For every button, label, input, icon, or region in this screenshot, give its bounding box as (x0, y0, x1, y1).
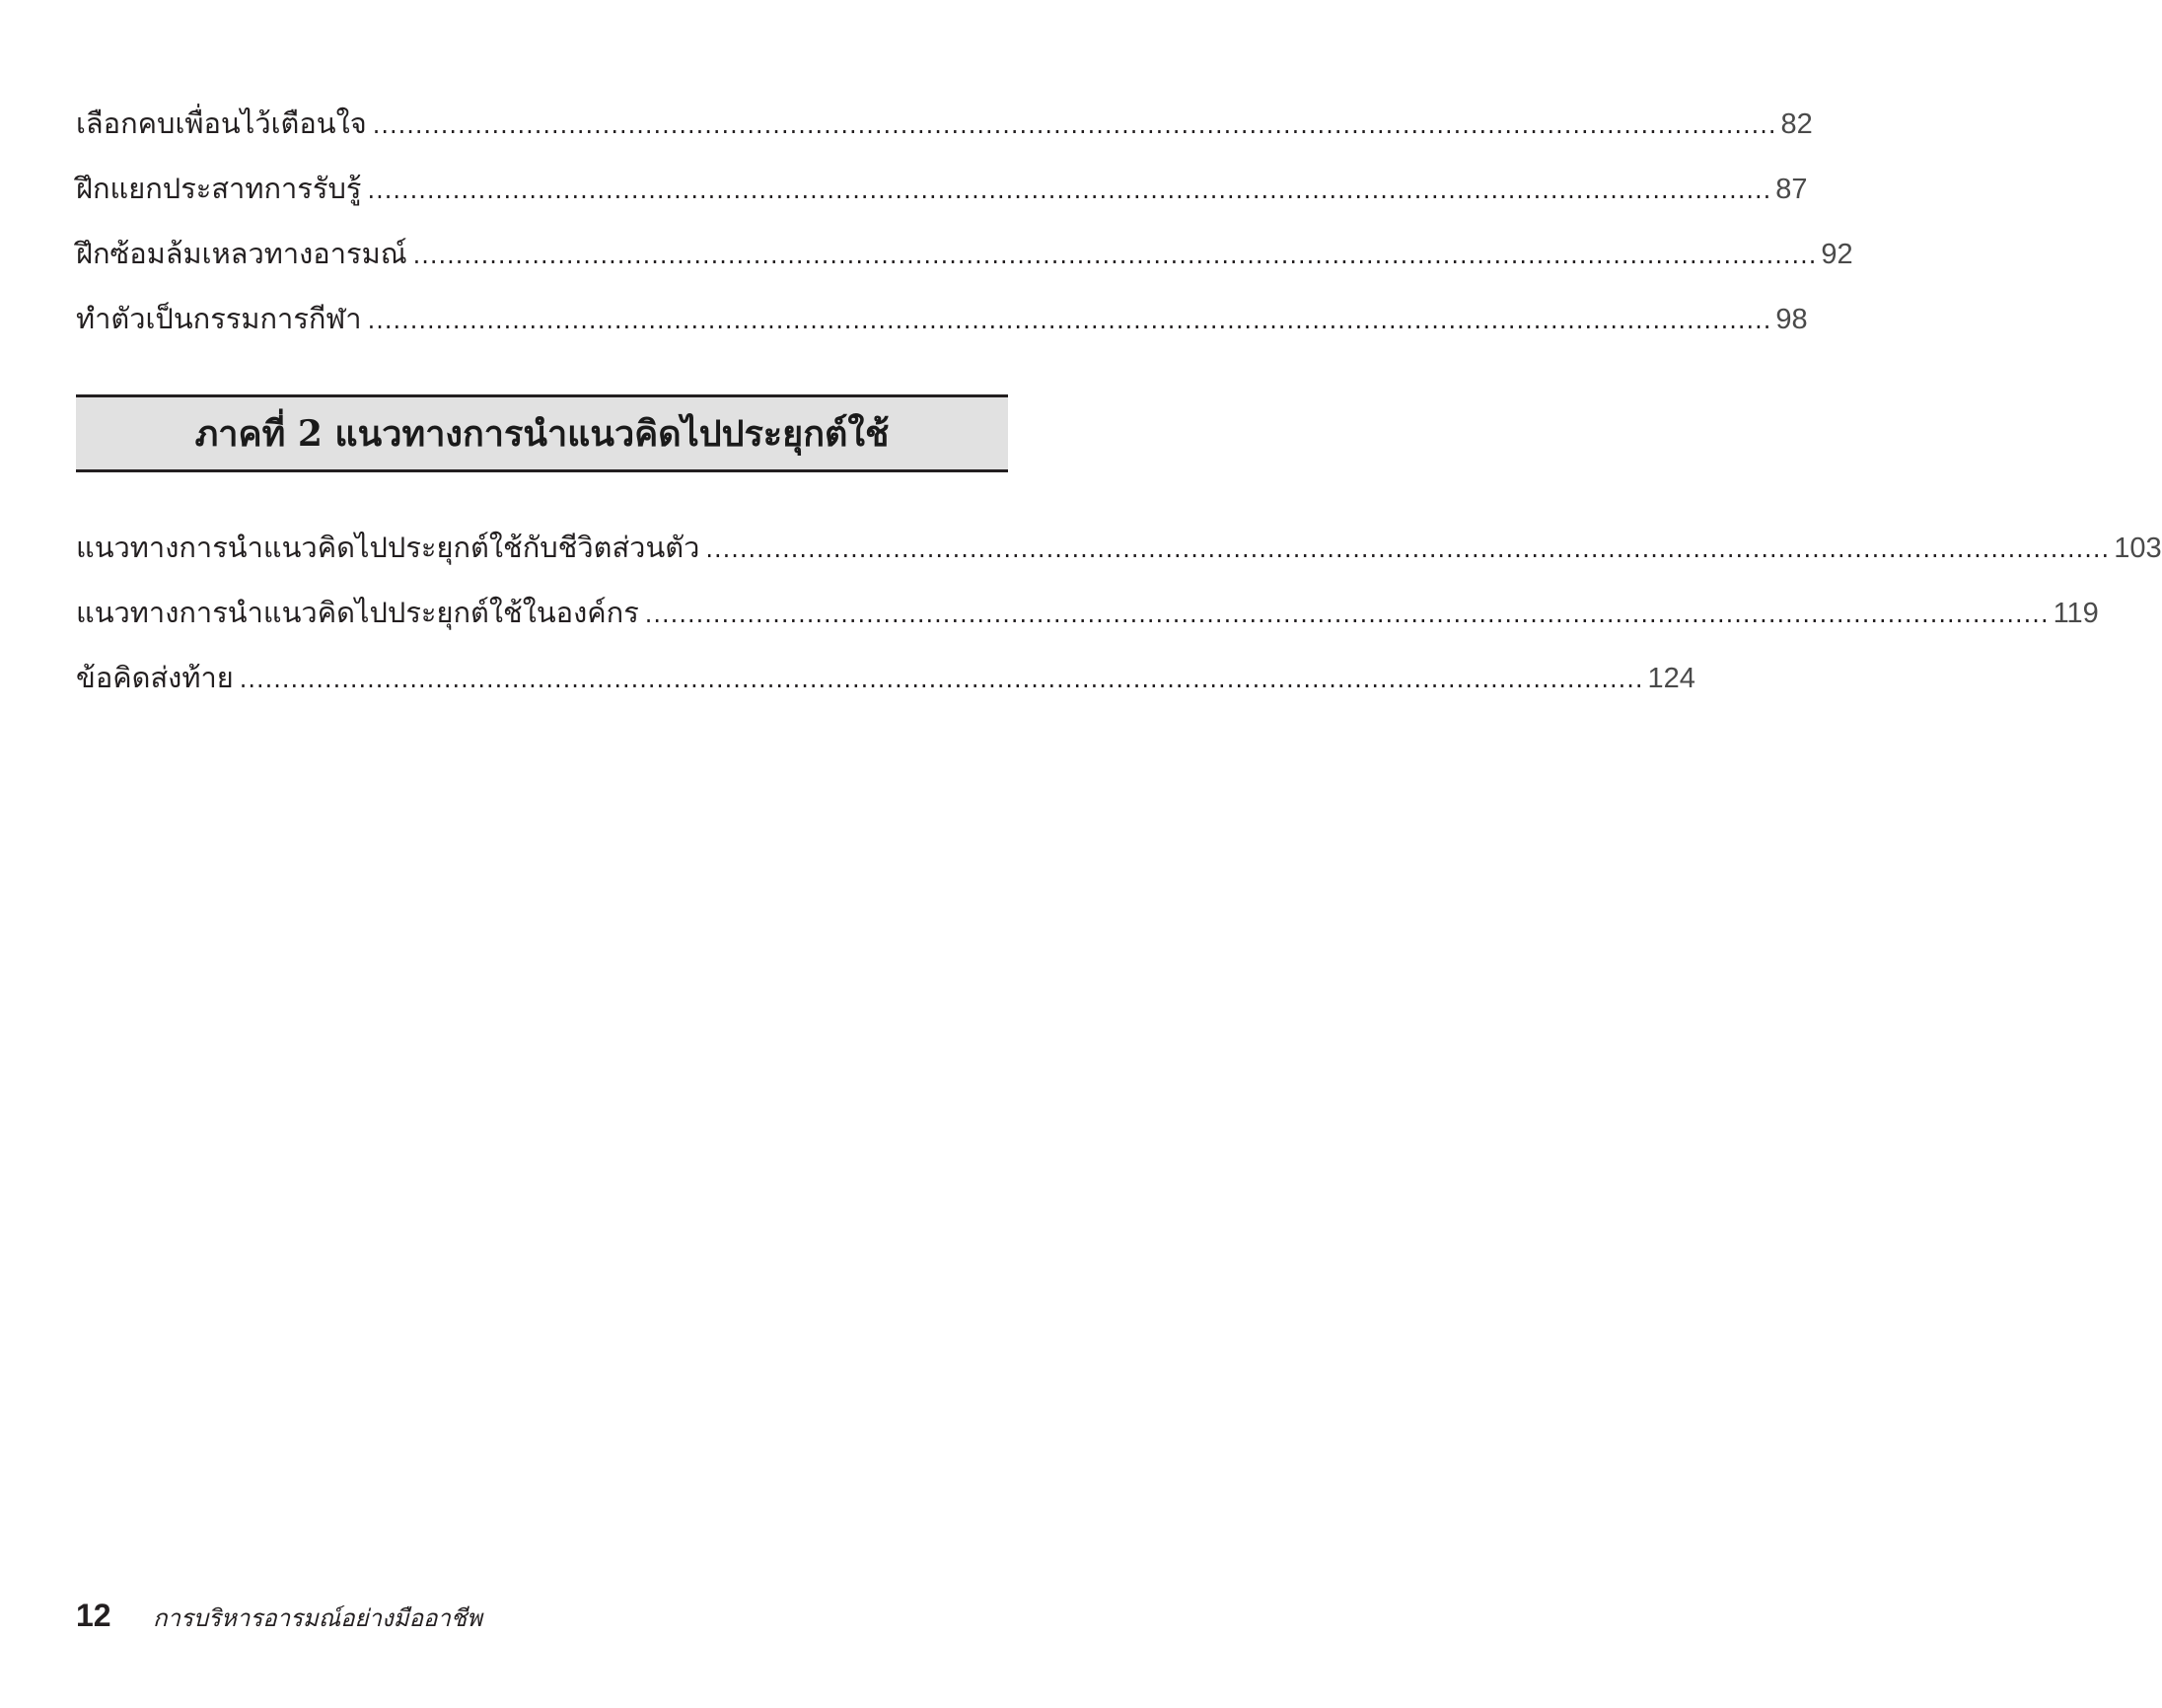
dot-leader: ..................................................................................................................................................................... (367, 177, 1772, 204)
toc-entry-title: ทำตัวเป็นกรรมการกีฬา (76, 302, 362, 335)
dot-leader: ..................................................................................................................................................................... (372, 111, 1777, 139)
dot-leader: ..................................................................................................................................................................... (239, 666, 1644, 693)
dot-leader: ..................................................................................................................................................................... (367, 307, 1772, 334)
section-heading-band (76, 394, 1008, 472)
toc-entry-title: เลือกคบเพื่อนไว้เตือนใจ (76, 107, 367, 140)
toc-entry-page: 103 (2114, 533, 2162, 564)
toc-entry[interactable] (76, 515, 2162, 580)
section-heading: ภาคที่ 2 แนวทางการนำแนวคิดไปประยุกต์ใช้ (194, 412, 890, 455)
page-number: 12 (76, 1598, 111, 1633)
toc-entry-page: 98 (1775, 304, 1808, 335)
toc-entry-page: 82 (1780, 108, 1813, 140)
toc-entry[interactable] (76, 221, 1853, 286)
toc-entry-title: แนวทางการนำแนวคิดไปประยุกต์ใช้กับชีวิตส่วนตัว (76, 531, 700, 564)
toc-entry-title: แนวทางการนำแนวคิดไปประยุกต์ใช้ในองค์กร (76, 596, 639, 629)
dot-leader: ..................................................................................................................................................................... (644, 601, 2050, 628)
toc-entry-page: 92 (1821, 239, 1853, 270)
dot-leader: ..................................................................................................................................................................... (412, 242, 1818, 269)
toc-list-part-1 (76, 91, 1853, 351)
toc-entry[interactable] (76, 645, 1695, 710)
page-footer (76, 1598, 482, 1637)
dot-leader: ..................................................................................................................................................................... (705, 535, 2111, 563)
toc-entry-page: 87 (1775, 174, 1808, 205)
toc-entry-page: 124 (1647, 663, 1695, 694)
toc-list-part-2 (76, 515, 2162, 710)
toc-entry-page: 119 (2053, 598, 2099, 629)
toc-entry-title: ฝึกซ้อมล้มเหลวทางอารมณ์ (76, 237, 407, 270)
toc-entry[interactable] (76, 580, 2099, 645)
toc-entry-title: ข้อคิดส่งท้าย (76, 661, 234, 694)
running-title: การบริหารอารมณ์อย่างมืออาชีพ (153, 1604, 482, 1632)
toc-entry[interactable] (76, 286, 1808, 351)
toc-entry-title: ฝึกแยกประสาทการรับรู้ (76, 172, 362, 205)
toc-entry[interactable] (76, 156, 1808, 221)
toc-entry[interactable] (76, 91, 1813, 156)
